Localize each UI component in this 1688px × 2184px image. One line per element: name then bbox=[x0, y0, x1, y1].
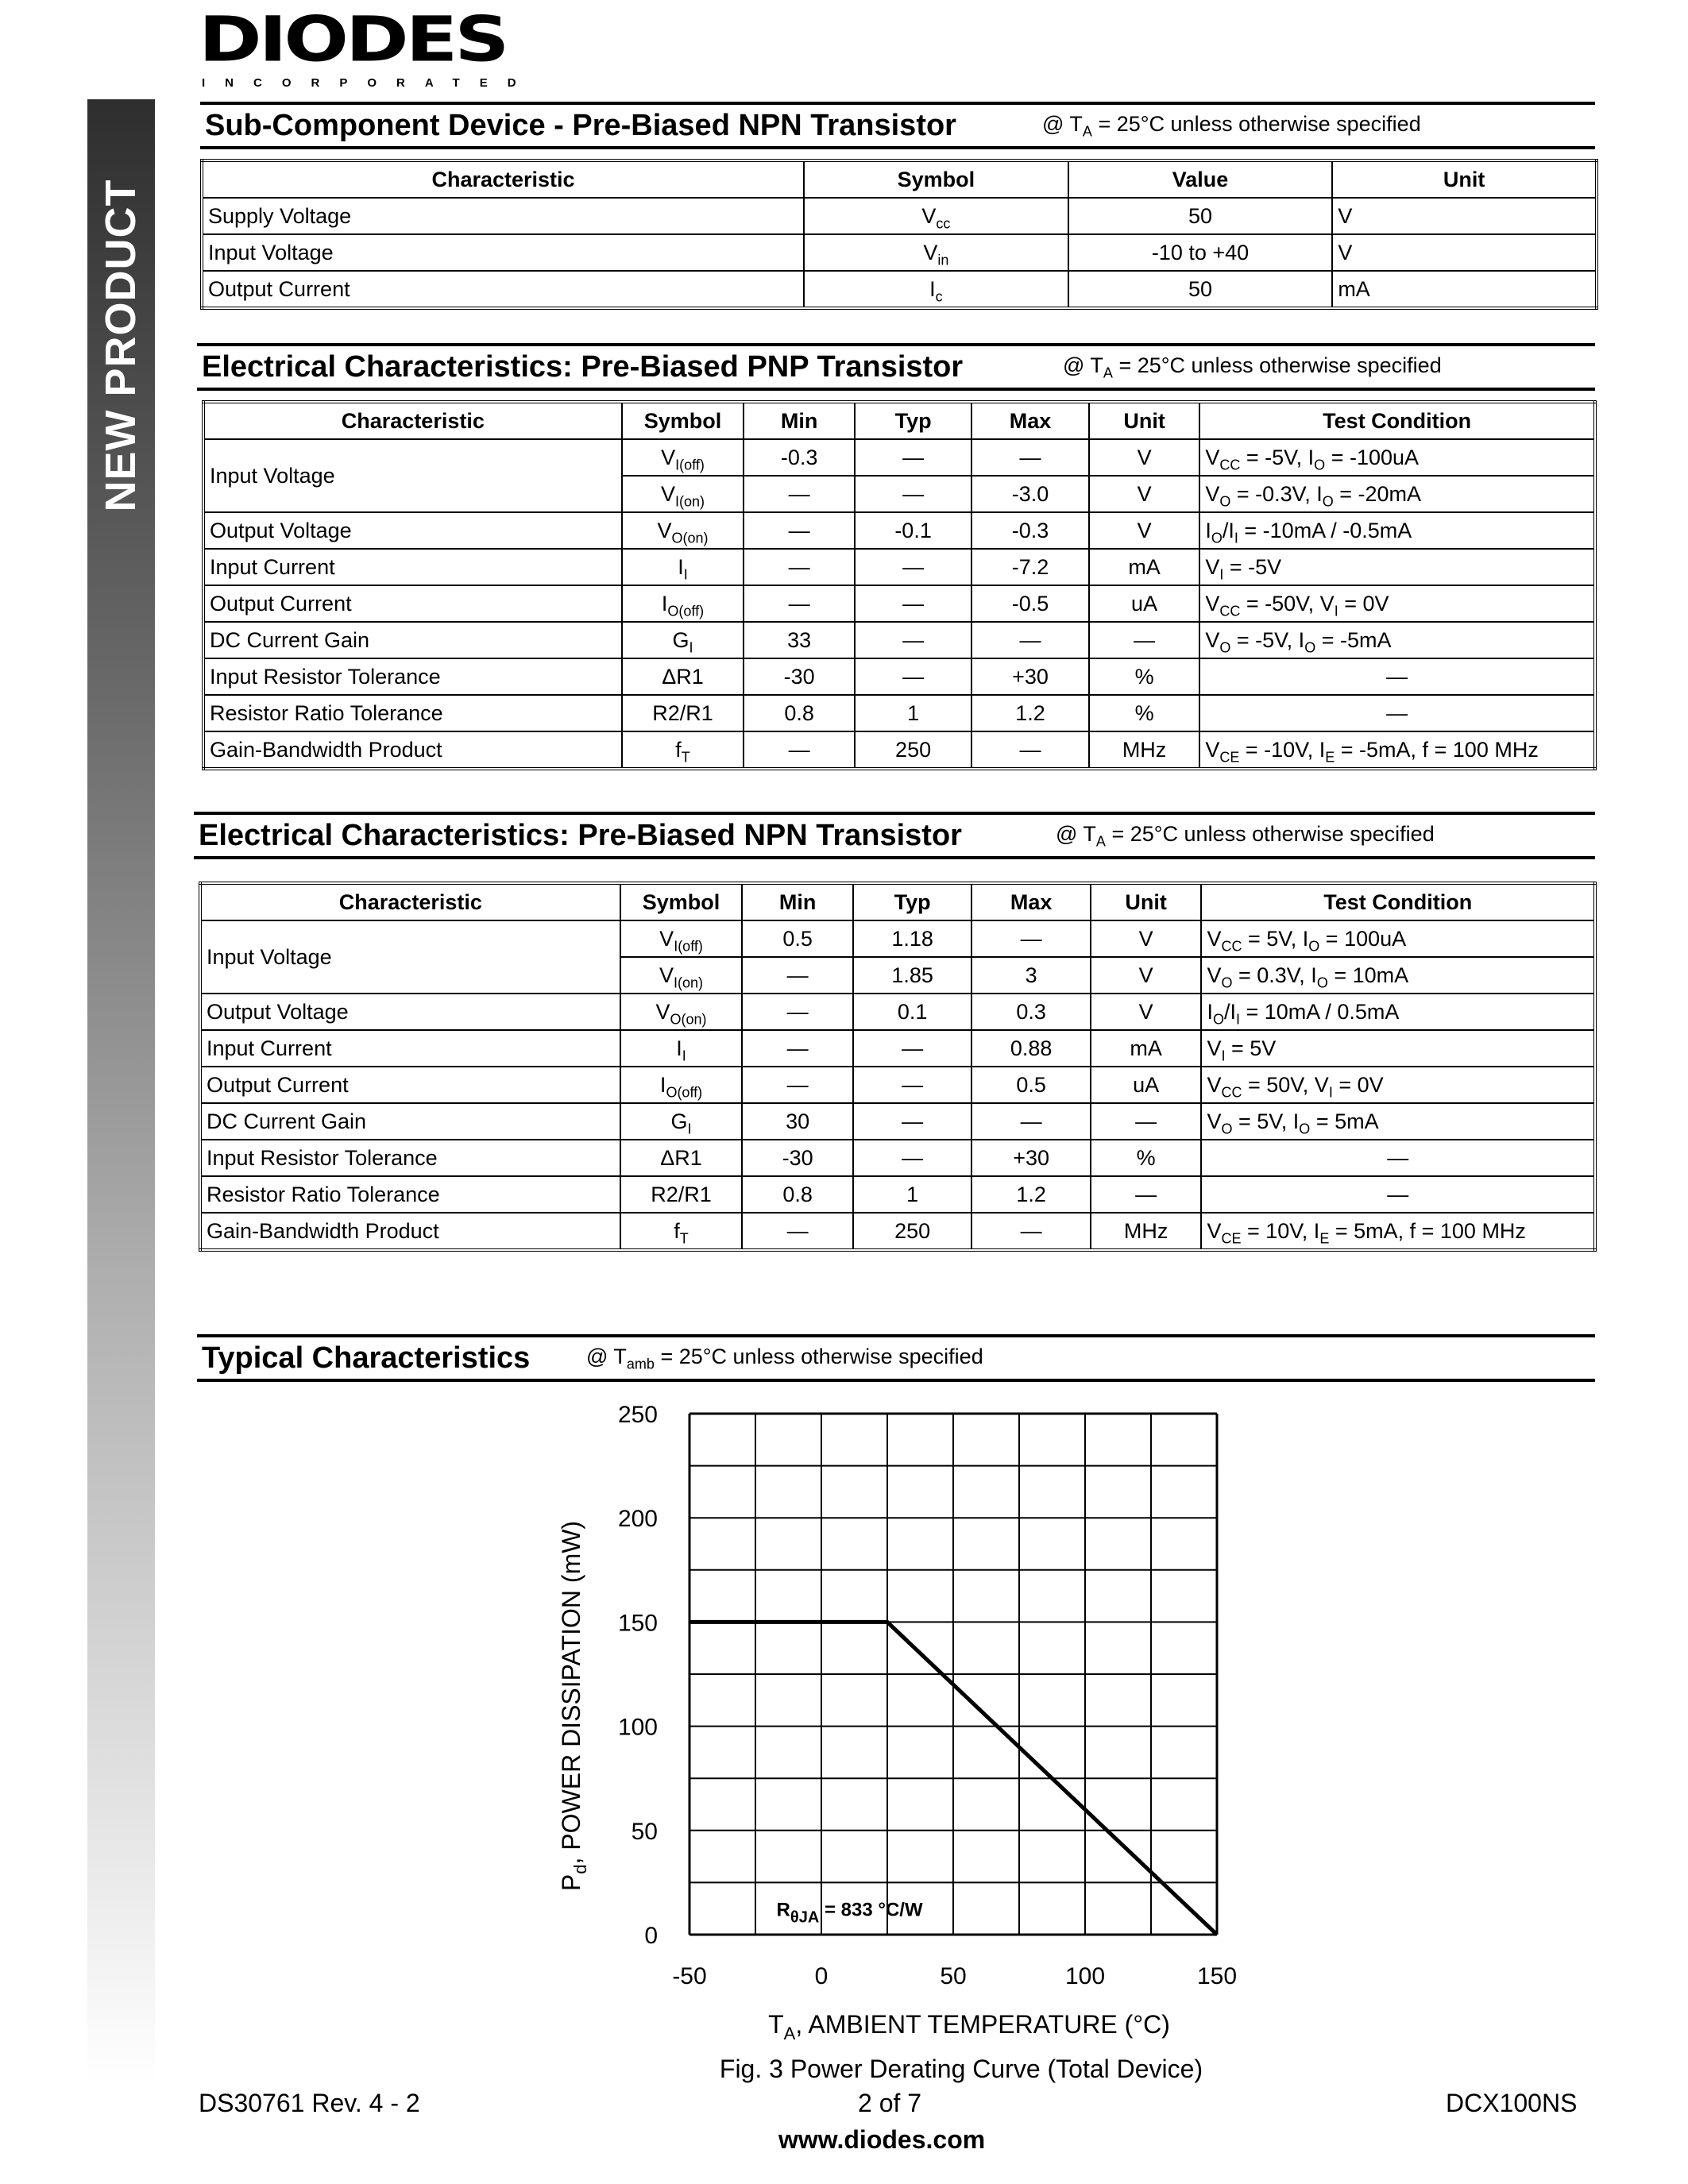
cell-min: 0.8 bbox=[742, 1176, 853, 1213]
cell-unit: uA bbox=[1091, 1067, 1202, 1103]
cell-characteristic: Input Voltage bbox=[203, 439, 622, 512]
cell-symbol: $I_I$ bbox=[622, 549, 744, 585]
cell-characteristic: Output Voltage bbox=[203, 512, 622, 549]
cell-value: 50 bbox=[1068, 198, 1333, 234]
table-header-row bbox=[200, 883, 1595, 920]
table-row bbox=[202, 198, 1597, 234]
cell-test-condition: $V_I = -5V$ bbox=[1199, 549, 1595, 585]
cell-min: 0.8 bbox=[744, 695, 855, 731]
cell-min: -0.3 bbox=[744, 439, 855, 476]
y-tick-label: 200 bbox=[617, 1506, 658, 1533]
cell-unit: % bbox=[1089, 695, 1200, 731]
header-min: Min bbox=[742, 883, 853, 920]
table-row bbox=[200, 1213, 1595, 1250]
cell-test-condition: — bbox=[1201, 1176, 1595, 1213]
cell-characteristic: Resistor Ratio Tolerance bbox=[200, 1176, 620, 1213]
cell-characteristic: Input Resistor Tolerance bbox=[200, 1140, 620, 1176]
table-row bbox=[203, 549, 1595, 585]
cell-unit: V bbox=[1089, 476, 1200, 512]
section-typical-heading bbox=[197, 1334, 1595, 1382]
table-header-row bbox=[203, 402, 1595, 439]
cell-characteristic: Output Current bbox=[202, 271, 804, 308]
logo-subtext: INCORPORATED bbox=[202, 76, 536, 90]
cell-characteristic: Input Voltage bbox=[200, 920, 620, 994]
cell-symbol: $V_{I(on)}$ bbox=[620, 957, 743, 994]
cell-min: 0.5 bbox=[742, 920, 853, 957]
cell-max: 3 bbox=[971, 957, 1090, 994]
cell-test-condition: $V_{CC} = 50V$, $V_I = 0V$ bbox=[1201, 1067, 1595, 1103]
cell-symbol: $V_{I(on)}$ bbox=[622, 476, 744, 512]
cell-typ: 1.85 bbox=[853, 957, 971, 994]
section-subcomponent-heading bbox=[200, 102, 1595, 149]
header-characteristic: Characteristic bbox=[203, 402, 622, 439]
header-test-condition: Test Condition bbox=[1199, 402, 1595, 439]
cell-unit: uA bbox=[1089, 585, 1200, 622]
cell-unit: % bbox=[1091, 1140, 1202, 1176]
cell-symbol: $I_I$ bbox=[620, 1030, 743, 1067]
header-characteristic: Characteristic bbox=[202, 160, 804, 198]
footer-page-number: 2 of 7 bbox=[858, 2089, 922, 2117]
cell-symbol: $V_{O(on)}$ bbox=[622, 512, 744, 549]
cell-max: — bbox=[971, 622, 1088, 658]
cell-typ: 1 bbox=[853, 1176, 971, 1213]
cell-unit: V bbox=[1091, 994, 1202, 1030]
cell-min: — bbox=[742, 1067, 853, 1103]
cell-characteristic: Input Current bbox=[203, 549, 622, 585]
table-row bbox=[200, 920, 1595, 957]
cell-test-condition: $I_O/I_I = 10mA / 0.5mA$ bbox=[1201, 994, 1595, 1030]
cell-max: — bbox=[971, 1213, 1090, 1250]
table-row bbox=[202, 234, 1597, 271]
sidebar-label: NEW PRODUCT bbox=[97, 179, 145, 512]
cell-max: -0.3 bbox=[971, 512, 1088, 549]
header-unit: Unit bbox=[1332, 160, 1597, 198]
table-row bbox=[203, 695, 1595, 731]
section-condition: @ $T_A = 25^\circ C$ unless otherwise specified bbox=[1056, 822, 1435, 850]
header-unit: Unit bbox=[1091, 883, 1202, 920]
table-row bbox=[202, 271, 1597, 308]
table-row bbox=[203, 731, 1595, 769]
new-product-sidebar bbox=[87, 99, 155, 2085]
table-row bbox=[200, 1067, 1595, 1103]
cell-test-condition: $V_{CC} = -5V$, $I_O = -100uA$ bbox=[1199, 439, 1595, 476]
cell-symbol: $I_{O(off)}$ bbox=[620, 1067, 743, 1103]
cell-unit: V bbox=[1091, 957, 1202, 994]
section-title: Electrical Characteristics: Pre-Biased PNP Transistor bbox=[202, 350, 964, 384]
cell-typ: — bbox=[855, 476, 971, 512]
cell-max: 1.2 bbox=[971, 695, 1088, 731]
cell-unit: mA bbox=[1089, 549, 1200, 585]
header-typ: Typ bbox=[853, 883, 971, 920]
cell-min: 30 bbox=[742, 1103, 853, 1140]
header-max: Max bbox=[971, 883, 1090, 920]
cell-value: -10 to +40 bbox=[1068, 234, 1333, 271]
cell-test-condition: $V_{CE} = 10V$, $I_E = 5mA$, f = 100 MHz bbox=[1201, 1213, 1595, 1250]
derating-curve-line bbox=[689, 1622, 1217, 1935]
cell-test-condition: $V_{CE} = -10V$, $I_E = -5mA$, f = 100 MHz bbox=[1199, 731, 1595, 769]
cell-symbol: $V_{in}$ bbox=[804, 234, 1068, 271]
cell-characteristic: Gain-Bandwidth Product bbox=[203, 731, 622, 769]
cell-test-condition: — bbox=[1201, 1140, 1595, 1176]
header-min: Min bbox=[744, 402, 855, 439]
cell-typ: 250 bbox=[853, 1213, 971, 1250]
cell-test-condition: $V_I = 5V$ bbox=[1201, 1030, 1595, 1067]
rthja-annotation: $R_{\theta JA} = 833$ °C/W bbox=[776, 1899, 923, 1927]
cell-max: +30 bbox=[971, 1140, 1090, 1176]
cell-typ: -0.1 bbox=[855, 512, 971, 549]
cell-typ: — bbox=[855, 585, 971, 622]
section-title: Electrical Characteristics: Pre-Biased NPN Transistor bbox=[199, 819, 962, 852]
cell-unit: V bbox=[1089, 439, 1200, 476]
cell-min: 33 bbox=[744, 622, 855, 658]
cell-characteristic: DC Current Gain bbox=[200, 1103, 620, 1140]
cell-characteristic: Gain-Bandwidth Product bbox=[200, 1213, 620, 1250]
table-row bbox=[203, 585, 1595, 622]
section-condition: @ $T_A = 25^\circ C$ unless otherwise specified bbox=[1042, 112, 1421, 140]
header-symbol: Symbol bbox=[622, 402, 744, 439]
cell-symbol: R2/R1 bbox=[622, 695, 744, 731]
table-row bbox=[203, 622, 1595, 658]
cell-symbol: $V_{I(off)}$ bbox=[622, 439, 744, 476]
cell-min: — bbox=[744, 731, 855, 769]
cell-unit: MHz bbox=[1091, 1213, 1202, 1250]
cell-characteristic: Supply Voltage bbox=[202, 198, 804, 234]
header-test-condition: Test Condition bbox=[1201, 883, 1595, 920]
cell-max: — bbox=[971, 439, 1088, 476]
cell-symbol: $G_I$ bbox=[622, 622, 744, 658]
cell-symbol: $V_{I(off)}$ bbox=[620, 920, 743, 957]
header-symbol: Symbol bbox=[620, 883, 743, 920]
cell-min: — bbox=[744, 512, 855, 549]
cell-test-condition: $V_{CC} = -50V$, $V_I = 0V$ bbox=[1199, 585, 1595, 622]
cell-typ: — bbox=[853, 1103, 971, 1140]
cell-min: — bbox=[744, 476, 855, 512]
cell-max: — bbox=[971, 1103, 1090, 1140]
cell-unit: V bbox=[1332, 198, 1597, 234]
table-header-row bbox=[202, 160, 1597, 198]
cell-characteristic: Input Voltage bbox=[202, 234, 804, 271]
table-row bbox=[200, 1140, 1595, 1176]
footer-url[interactable]: www.diodes.com bbox=[778, 2125, 986, 2154]
cell-symbol: ΔR1 bbox=[620, 1140, 743, 1176]
cell-unit: MHz bbox=[1089, 731, 1200, 769]
cell-typ: 1 bbox=[855, 695, 971, 731]
section-npn-heading bbox=[194, 812, 1595, 859]
cell-unit: V bbox=[1091, 920, 1202, 957]
cell-min: — bbox=[742, 1213, 853, 1250]
cell-symbol: ΔR1 bbox=[622, 658, 744, 695]
cell-symbol: $G_I$ bbox=[620, 1103, 743, 1140]
y-tick-label: 50 bbox=[631, 1818, 658, 1845]
cell-symbol: R2/R1 bbox=[620, 1176, 743, 1213]
cell-max: +30 bbox=[971, 658, 1088, 695]
subcomponent-table bbox=[200, 159, 1598, 310]
cell-test-condition: — bbox=[1199, 695, 1595, 731]
cell-characteristic: Resistor Ratio Tolerance bbox=[203, 695, 622, 731]
cell-min: — bbox=[744, 585, 855, 622]
table-row bbox=[203, 512, 1595, 549]
cell-symbol: $V_{O(on)}$ bbox=[620, 994, 743, 1030]
cell-characteristic: Output Current bbox=[200, 1067, 620, 1103]
table-row bbox=[200, 1030, 1595, 1067]
header-typ: Typ bbox=[855, 402, 971, 439]
cell-min: -30 bbox=[744, 658, 855, 695]
cell-symbol: $I_{O(off)}$ bbox=[622, 585, 744, 622]
cell-typ: — bbox=[853, 1030, 971, 1067]
cell-max: 1.2 bbox=[971, 1176, 1090, 1213]
cell-min: -30 bbox=[742, 1140, 853, 1176]
cell-characteristic: Output Current bbox=[203, 585, 622, 622]
cell-typ: — bbox=[853, 1140, 971, 1176]
cell-typ: 250 bbox=[855, 731, 971, 769]
x-tick-label: -50 bbox=[672, 1963, 707, 1989]
diodes-logo bbox=[199, 2, 536, 95]
cell-max: 0.5 bbox=[971, 1067, 1090, 1103]
y-tick-label: 150 bbox=[617, 1610, 658, 1637]
cell-typ: — bbox=[855, 439, 971, 476]
cell-unit: — bbox=[1091, 1103, 1202, 1140]
cell-test-condition: $V_{CC} = 5V$, $I_O = 100uA$ bbox=[1201, 920, 1595, 957]
cell-typ: — bbox=[855, 622, 971, 658]
cell-max: -7.2 bbox=[971, 549, 1088, 585]
cell-max: 0.88 bbox=[971, 1030, 1090, 1067]
header-characteristic: Characteristic bbox=[200, 883, 620, 920]
cell-unit: V bbox=[1089, 512, 1200, 549]
cell-test-condition: — bbox=[1199, 658, 1595, 695]
cell-test-condition: $V_O = -0.3V$, $I_O = -20mA$ bbox=[1199, 476, 1595, 512]
footer-part-number: DCX100NS bbox=[1446, 2089, 1578, 2117]
section-condition: @ $T_{amb} = 25^\circ C$ unless otherwise specified bbox=[586, 1345, 983, 1372]
cell-test-condition: $I_O/I_I = -10mA / -0.5mA$ bbox=[1199, 512, 1595, 549]
cell-min: — bbox=[742, 994, 853, 1030]
npn-table bbox=[199, 882, 1597, 1252]
cell-typ: — bbox=[855, 658, 971, 695]
cell-value: 50 bbox=[1068, 271, 1333, 308]
pnp-table bbox=[202, 400, 1597, 770]
cell-max: 0.3 bbox=[971, 994, 1090, 1030]
cell-characteristic: Input Current bbox=[200, 1030, 620, 1067]
cell-symbol: $V_{cc}$ bbox=[804, 198, 1068, 234]
table-row bbox=[200, 1176, 1595, 1213]
y-axis-label: $P_d$, POWER DISSIPATION (mW) bbox=[557, 1520, 590, 1892]
x-tick-label: 100 bbox=[1064, 1963, 1106, 1989]
cell-max: -3.0 bbox=[971, 476, 1088, 512]
cell-min: — bbox=[742, 1030, 853, 1067]
section-title: Typical Characteristics bbox=[202, 1341, 531, 1375]
cell-typ: 1.18 bbox=[853, 920, 971, 957]
y-tick-label: 0 bbox=[644, 1923, 658, 1949]
x-axis-label: $T_A$, AMBIENT TEMPERATURE (°C) bbox=[768, 2010, 1170, 2043]
table-row bbox=[203, 439, 1595, 476]
cell-typ: — bbox=[853, 1067, 971, 1103]
cell-characteristic: DC Current Gain bbox=[203, 622, 622, 658]
cell-unit: mA bbox=[1332, 271, 1597, 308]
x-tick-label: 50 bbox=[940, 1963, 967, 1989]
cell-symbol: $f_T$ bbox=[622, 731, 744, 769]
cell-typ: — bbox=[855, 549, 971, 585]
table-row bbox=[203, 658, 1595, 695]
cell-symbol: $I_c$ bbox=[804, 271, 1068, 308]
x-tick-label: 150 bbox=[1196, 1963, 1238, 1989]
cell-min: — bbox=[744, 549, 855, 585]
cell-unit: mA bbox=[1091, 1030, 1202, 1067]
cell-unit: — bbox=[1089, 622, 1200, 658]
cell-symbol: $f_T$ bbox=[620, 1213, 743, 1250]
cell-unit: % bbox=[1089, 658, 1200, 695]
y-tick-label: 250 bbox=[617, 1402, 658, 1428]
cell-test-condition: $V_O = 5V$, $I_O = 5mA$ bbox=[1201, 1103, 1595, 1140]
figure-caption: Fig. 3 Power Derating Curve (Total Device) bbox=[719, 2055, 1203, 2083]
cell-max: — bbox=[971, 920, 1090, 957]
cell-test-condition: $V_O = -5V$, $I_O = -5mA$ bbox=[1199, 622, 1595, 658]
footer-doc-id: DS30761 Rev. 4 - 2 bbox=[199, 2089, 420, 2117]
x-tick-label: 0 bbox=[814, 1963, 829, 1989]
y-tick-label: 100 bbox=[617, 1714, 658, 1741]
section-pnp-heading bbox=[197, 343, 1595, 391]
header-unit: Unit bbox=[1089, 402, 1200, 439]
header-value: Value bbox=[1068, 160, 1333, 198]
cell-typ: 0.1 bbox=[853, 994, 971, 1030]
cell-min: — bbox=[742, 957, 853, 994]
table-row bbox=[200, 1103, 1595, 1140]
logo-word: DIODES bbox=[199, 2, 507, 76]
cell-max: — bbox=[971, 731, 1088, 769]
header-symbol: Symbol bbox=[804, 160, 1068, 198]
cell-characteristic: Input Resistor Tolerance bbox=[203, 658, 622, 695]
header-max: Max bbox=[971, 402, 1088, 439]
cell-unit: V bbox=[1332, 234, 1597, 271]
cell-test-condition: $V_O = 0.3V$, $I_O = 10mA$ bbox=[1201, 957, 1595, 994]
cell-max: -0.5 bbox=[971, 585, 1088, 622]
section-condition: @ $T_A = 25^\circ C$ unless otherwise specified bbox=[1063, 353, 1442, 381]
table-row bbox=[200, 994, 1595, 1030]
cell-unit: — bbox=[1091, 1176, 1202, 1213]
cell-characteristic: Output Voltage bbox=[200, 994, 620, 1030]
section-title: Sub-Component Device - Pre-Biased NPN Transistor bbox=[205, 109, 956, 142]
